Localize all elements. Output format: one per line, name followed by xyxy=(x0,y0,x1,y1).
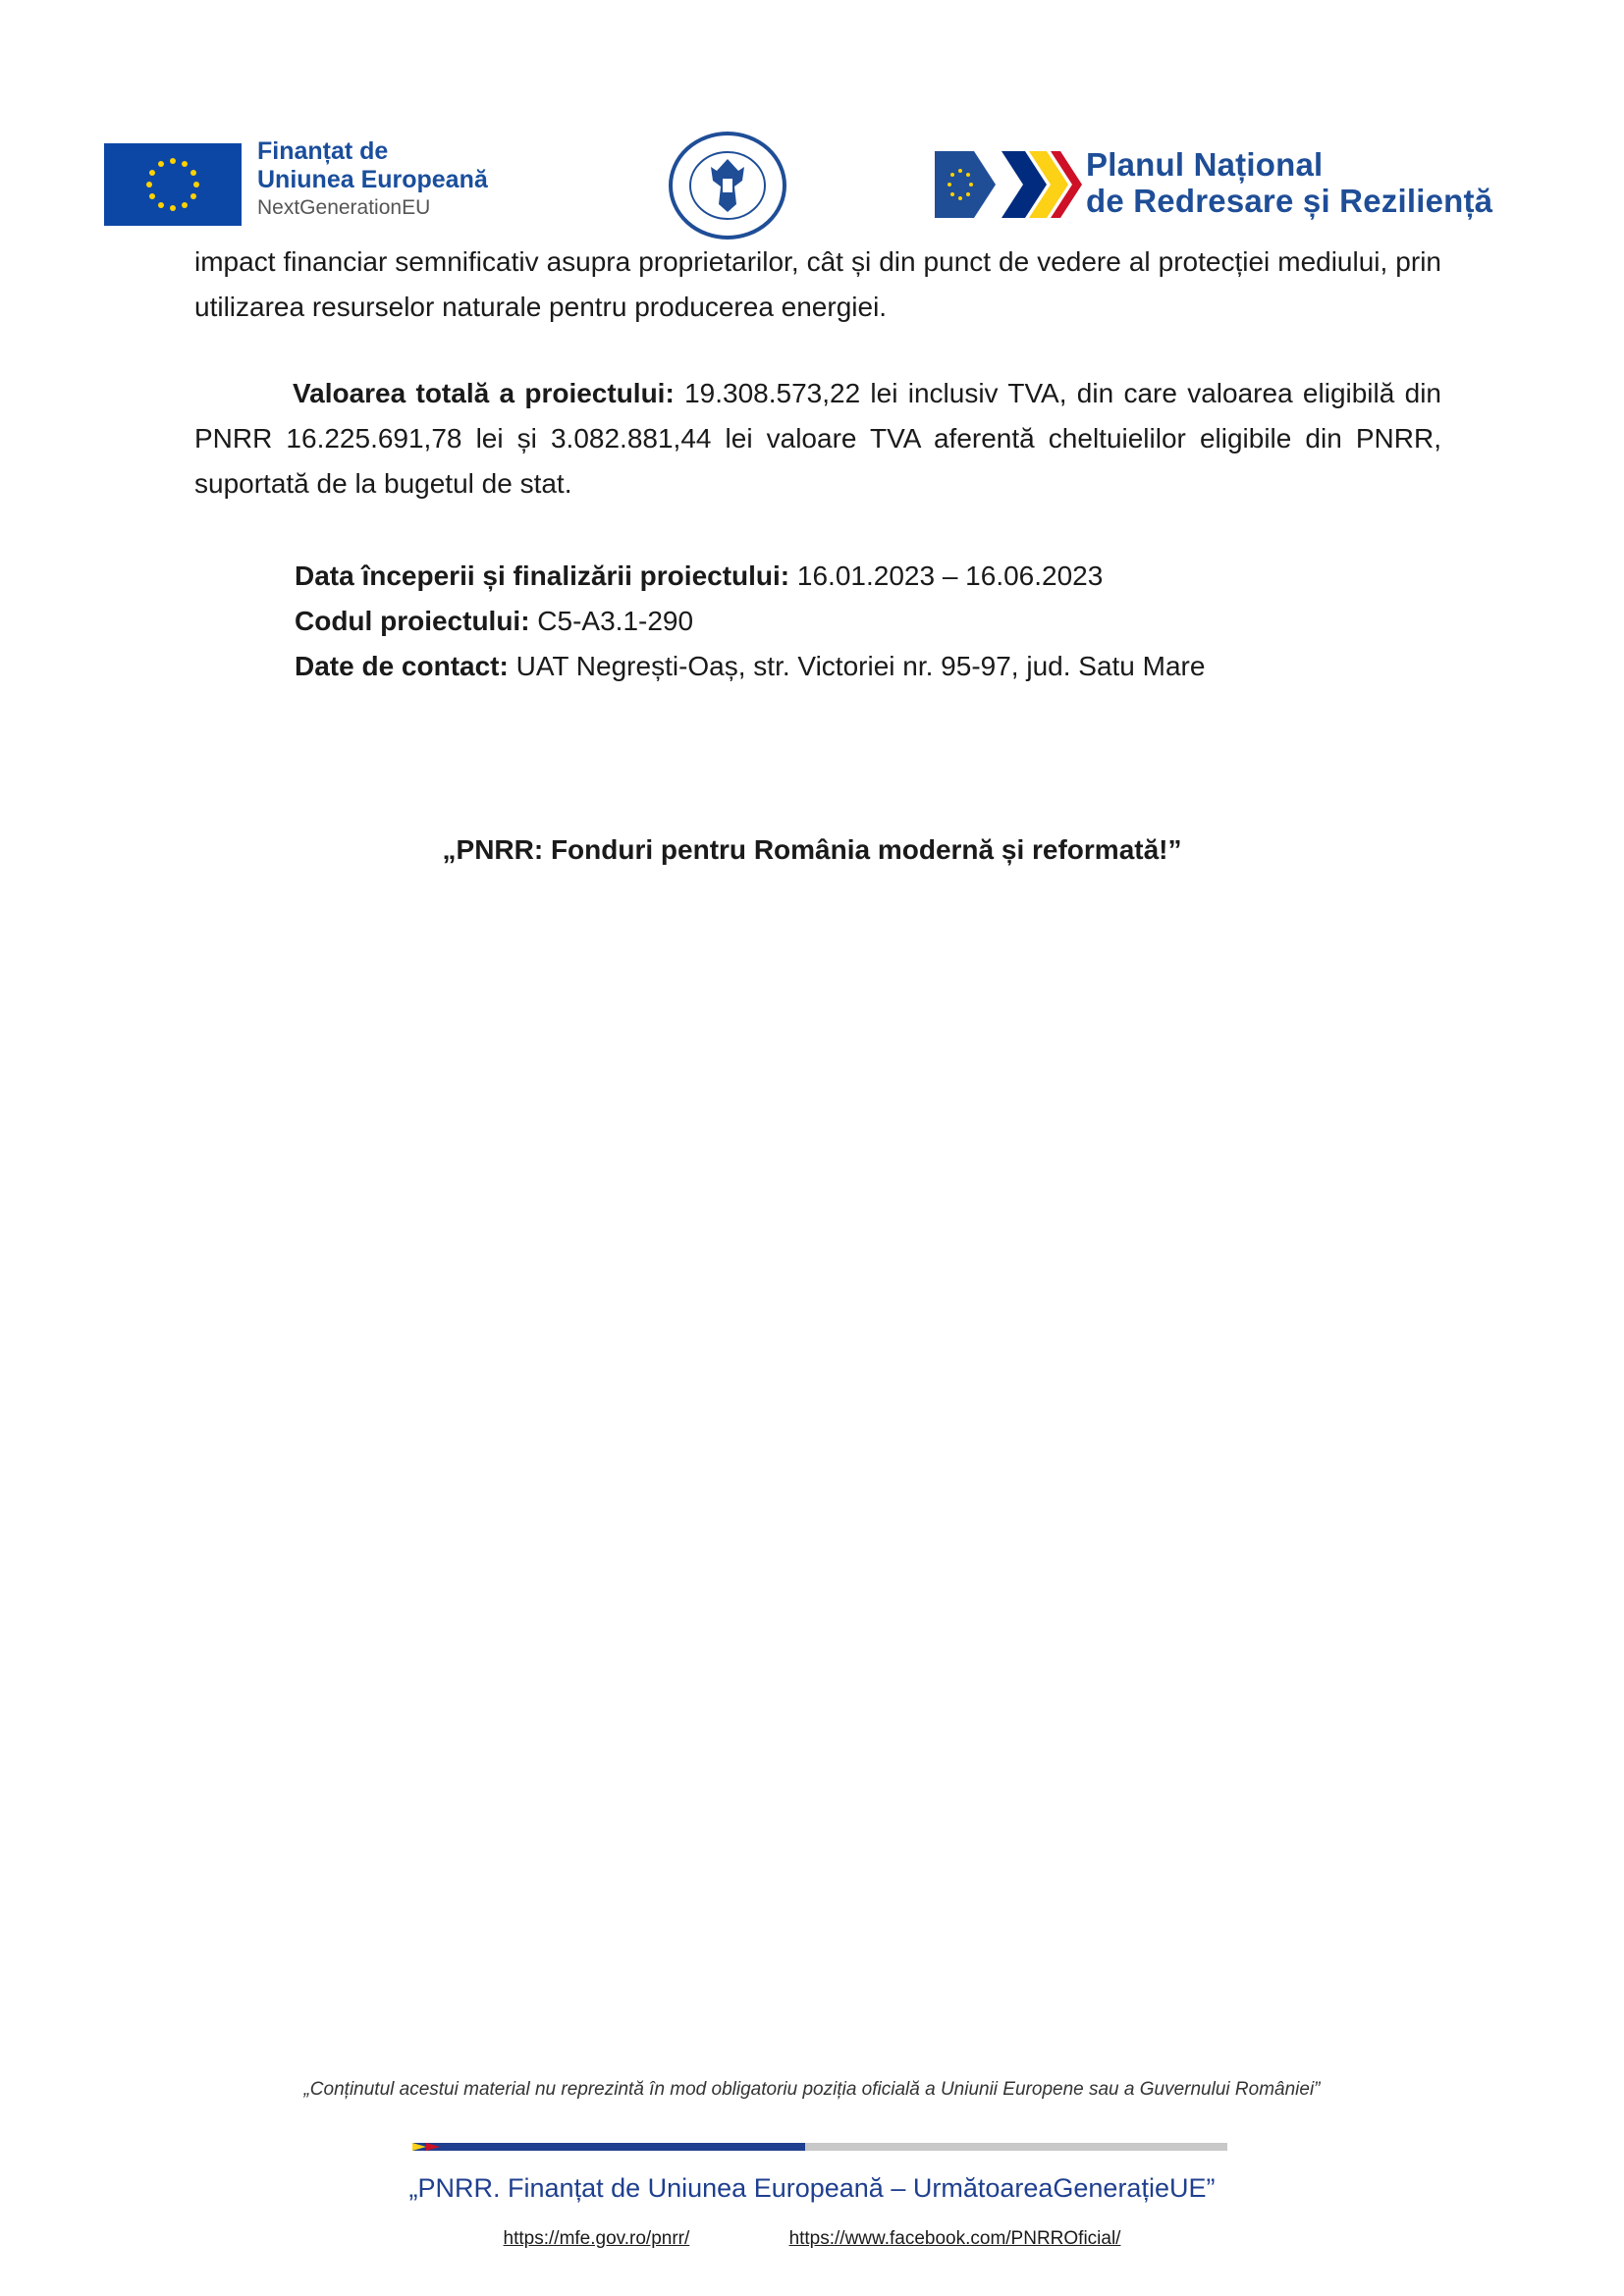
eu-logo-line2: Uniunea Europeană xyxy=(257,165,488,193)
project-value-label: Valoarea totală a proiectului: xyxy=(293,378,675,408)
project-dates-line xyxy=(295,554,1424,599)
project-contact-line xyxy=(295,644,1424,689)
eu-logo-text xyxy=(257,137,488,220)
romania-coat-of-arms-icon xyxy=(668,132,787,240)
footer-divider-graphic xyxy=(412,2143,1227,2151)
project-code-value: C5-A3.1-290 xyxy=(529,606,694,636)
project-dates-label: Data începerii și finalizării proiectului: xyxy=(295,561,790,591)
government-seal-logo xyxy=(668,132,787,240)
project-contact-label: Date de contact: xyxy=(295,651,509,681)
project-info-block xyxy=(295,554,1424,689)
paragraph-continuation: impact financiar semnificativ asupra proprietarilor, cât și din punct de vedere al protecției mediului, prin utilizarea resurselor naturale pentru producerea energiei. xyxy=(194,246,1441,322)
pnrr-logo-graphic xyxy=(935,147,1082,222)
eu-logo-line3: NextGenerationEU xyxy=(257,195,431,219)
pnrr-motto: „PNRR: Fonduri pentru România modernă și reformată!” xyxy=(442,834,1182,865)
eu-flag-logo xyxy=(104,143,242,226)
footer-divider-bar xyxy=(412,2138,1227,2146)
footer-motto: „PNRR. Finanțat de Uniunea Europeană – UrmătoareaGenerațieUE” xyxy=(408,2173,1216,2203)
project-dates-value: 16.01.2023 – 16.06.2023 xyxy=(789,561,1104,591)
pnrr-logo-text xyxy=(1086,147,1492,220)
footer-links xyxy=(0,2228,1624,2250)
eu-stars-icon xyxy=(104,143,242,226)
project-value-text: 19.308.573,22 lei inclusiv TVA, din care valoarea eligibilă din PNRR 16.225.691,78 lei și 3.082.881,44 lei valoare TVA aferentă cheltuielilor eligibile din PNRR, suportată de la bugetul de stat. xyxy=(194,378,1441,499)
mfe-link[interactable]: https://mfe.gov.ro/pnrr/ xyxy=(503,2228,690,2249)
project-value-paragraph xyxy=(194,371,1441,507)
project-code-line xyxy=(295,599,1424,644)
project-contact-value: UAT Negrești-Oaș, str. Victoriei nr. 95-97, jud. Satu Mare xyxy=(508,651,1206,681)
eu-logo-line1: Finanțat de xyxy=(257,137,389,165)
facebook-link[interactable]: https://www.facebook.com/PNRROficial/ xyxy=(788,2228,1121,2249)
pnrr-arrows-icon xyxy=(935,147,1082,222)
pnrr-logo-line1: Planul Național xyxy=(1086,146,1324,183)
project-code-label: Codul proiectului: xyxy=(295,606,530,636)
footer-disclaimer: „Conținutul acestui material nu reprezintă în mod obligatoriu poziția oficială a Uniunii Europene sau a Guvernului României” xyxy=(303,2079,1321,2100)
pnrr-logo-line2: de Redresare și Reziliență xyxy=(1086,182,1493,219)
